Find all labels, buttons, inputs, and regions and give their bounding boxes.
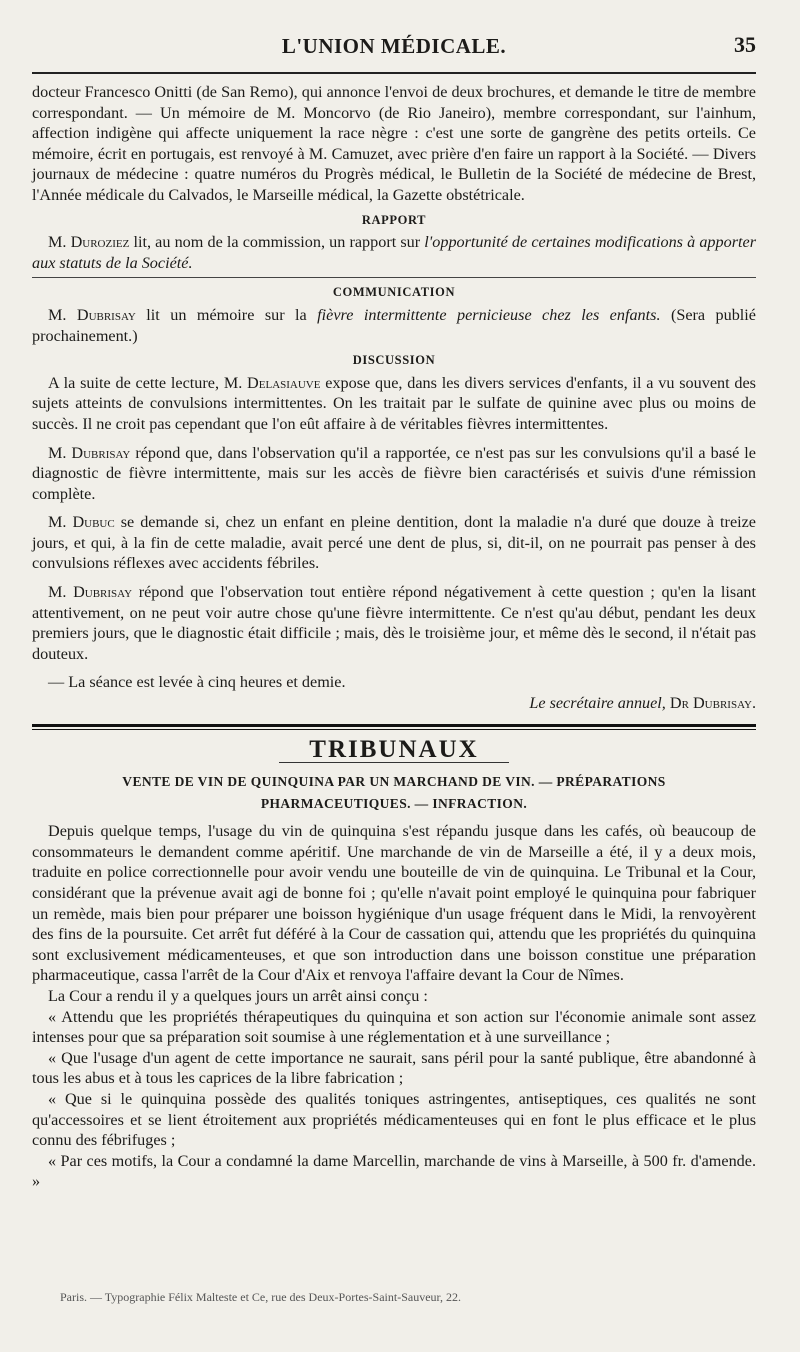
page-number: 35 [734, 32, 756, 57]
subheading-line: PHARMACEUTIQUES. — INFRACTION. [260, 796, 528, 812]
signature-name: Dr Dubrisay. [665, 694, 756, 713]
article-divider [32, 724, 756, 730]
discussion-paragraph [32, 582, 756, 664]
tribunaux-subheading [32, 771, 756, 815]
rapport-subject: l'opportunité de certaines modifications à apporter aux statuts de la Société. [32, 233, 756, 272]
court-quote: « Que l'usage d'un agent de cette importance ne saurait, sans péril pour la santé publique, être abandonné à tous les abus et à tous les caprices de la libre fabrication ; [32, 1048, 756, 1088]
page-body [32, 82, 756, 1192]
discussion-heading: DISCUSSION [352, 353, 436, 368]
header-rule [32, 72, 756, 74]
court-quote: « Que si le quinquina possède des qualités toniques astringentes, antiseptiques, ces qualités ne sont qu'accessoires et se lient étroitement aux propriétés médicamenteuses qui en font le plus efficace et le plus connu des fébrifuges ; [32, 1089, 756, 1150]
discussion-intro: A la suite de cette lecture, [48, 373, 224, 392]
signature-role: Le secrétaire annuel, [529, 694, 666, 713]
court-quote: « Par ces motifs, la Cour a condamné la dame Marcellin, marchande de vins à Marseille, à 500 fr. d'amende. » [32, 1151, 756, 1191]
communication-note: (Sera publié prochainement.) [32, 305, 756, 345]
discussion-paragraph [32, 512, 756, 574]
communication-paragraph [32, 305, 756, 346]
rapport-paragraph [32, 232, 756, 273]
discussion-paragraph [32, 443, 756, 505]
closing-line: — La séance est levée à cinq heures et demie. [48, 673, 346, 692]
speaker-name: M. Dubrisay [48, 443, 131, 462]
tribunaux-paragraph: Depuis quelque temps, l'usage du vin de quinquina s'est répandu jusque dans les cafés, où beaucoup de consommateurs le demandent comme apéritif. Une marchande de vin de Marseille a été, il y a deux mois, traduite en police correctionnelle pour avoir vendu une bouteille de vin de quinquina. Le Tribunal et la Cour, considérant que la prévenue avait agi de bonne foi ; qu'elle n'avait point employé le quinquina pour fabriquer un remède, mais bien pour préparer une boisson hygiénique d'un usage fréquent dans le Midi, la renvoyèrent des fins de la poursuite. Cet arrêt fut déféré à la Cour de cassation qui, attendu que les propriétés du quinquina sont exclusivement médicamenteuses, et que son introduction dans une boisson constitue une préparation pharmaceutique, cassa l'arrêt de la Cour d'Aix et renvoya l'affaire devant la Cour de Nîmes. [32, 822, 756, 985]
discussion-paragraph [32, 373, 756, 435]
section-divider [32, 277, 756, 278]
subheading-line: VENTE DE VIN DE QUINQUINA PAR UN MARCHAND DE VIN. — PRÉPARATIONS [122, 774, 666, 790]
discussion-text: expose que, dans les divers services d'enfants, il a vu souvent des sujets atteints de convulsions intermittentes. On les traitait par le sulfate de quinine avec plus ou moins de succès. Il ne croit pas cependant que l'on eût affaire à de véritables fièvres intermittentes. [32, 373, 756, 433]
rapport-text: lit, au nom de la commission, un rapport sur [129, 233, 425, 252]
communication-subject: fièvre intermittente pernicieuse chez les enfants. [317, 305, 661, 324]
tribunaux-paragraph: La Cour a rendu il y a quelques jours un arrêt ainsi conçu : [48, 986, 428, 1005]
running-head [32, 30, 756, 62]
court-quote: « Attendu que les propriétés thérapeutiques du quinquina et son action sur l'économie animale sont assez intenses pour que sa préparation soit soumise à une réglementation et à une surveillance ; [32, 1007, 756, 1047]
signature [32, 693, 756, 714]
communication-heading: COMMUNICATION [332, 285, 456, 300]
speaker-name: M. Duroziez [48, 233, 130, 252]
correspondence-paragraph: docteur Francesco Onitti (de San Remo), qui annonce l'envoi de deux brochures, et demande le titre de membre correspondant. — Un mémoire de M. Moncorvo (de Rio Janeiro), membre correspondant, sur l'ainhum, affection indigène qui affecte uniquement la race nègre : c'est une sorte de gangrène des petits orteils. Ce mémoire, écrit en portugais, est renvoyé à M. Camuzet, avec prière d'en faire un rapport à la Société. — Divers journaux de médecine : quatre numéros du Progrès médical, le Bulletin de la Société de médecine de Brest, l'Année médicale du Calvados, le Marseille médical, la Gazette obstétricale. [32, 83, 756, 204]
speaker-name: M. Dubuc [48, 513, 115, 532]
speaker-name: M. Dubrisay [48, 305, 136, 324]
discussion-text: se demande si, chez un enfant en pleine dentition, dont la maladie n'a duré que douze à treize jours, et qui, à la fin de cette maladie, avait percé une dent de plus, si, dit-il, on ne pourrait pas penser à des convulsions réflexes avec accidents fébriles. [32, 513, 756, 573]
speaker-name: M. Dubrisay [48, 583, 133, 602]
rapport-heading: RAPPORT [361, 212, 427, 227]
discussion-text: répond que, dans l'observation qu'il a rapportée, ce n'est pas sur les convulsions qu'il a basé le diagnostic de fièvre intermittente, mais sur les accès de fièvre bien caractérisés et suivis d'une rémission complète. [32, 443, 756, 503]
tribunaux-heading: TRIBUNAUX [309, 735, 479, 763]
communication-text: lit un mémoire sur la [135, 305, 318, 324]
discussion-text: répond que l'observation tout entière répond négativement à cette question ; qu'en la lisant attentivement, on ne peut voir autre chose qu'une fièvre intermittente. Ce n'est qu'au début, pendant les deux premiers jours, que le diagnostic était difficile ; mais, dès le troisième jour, et même dès le second, il n'était pas douteux. [32, 583, 756, 663]
speaker-name: M. Delasiauve [223, 373, 321, 392]
printer-imprint: Paris. — Typographie Félix Malteste et Ce, rue des Deux-Portes-Saint-Sauveur, 22. [60, 1290, 462, 1304]
journal-title: L'UNION MÉDICALE. [281, 34, 507, 58]
